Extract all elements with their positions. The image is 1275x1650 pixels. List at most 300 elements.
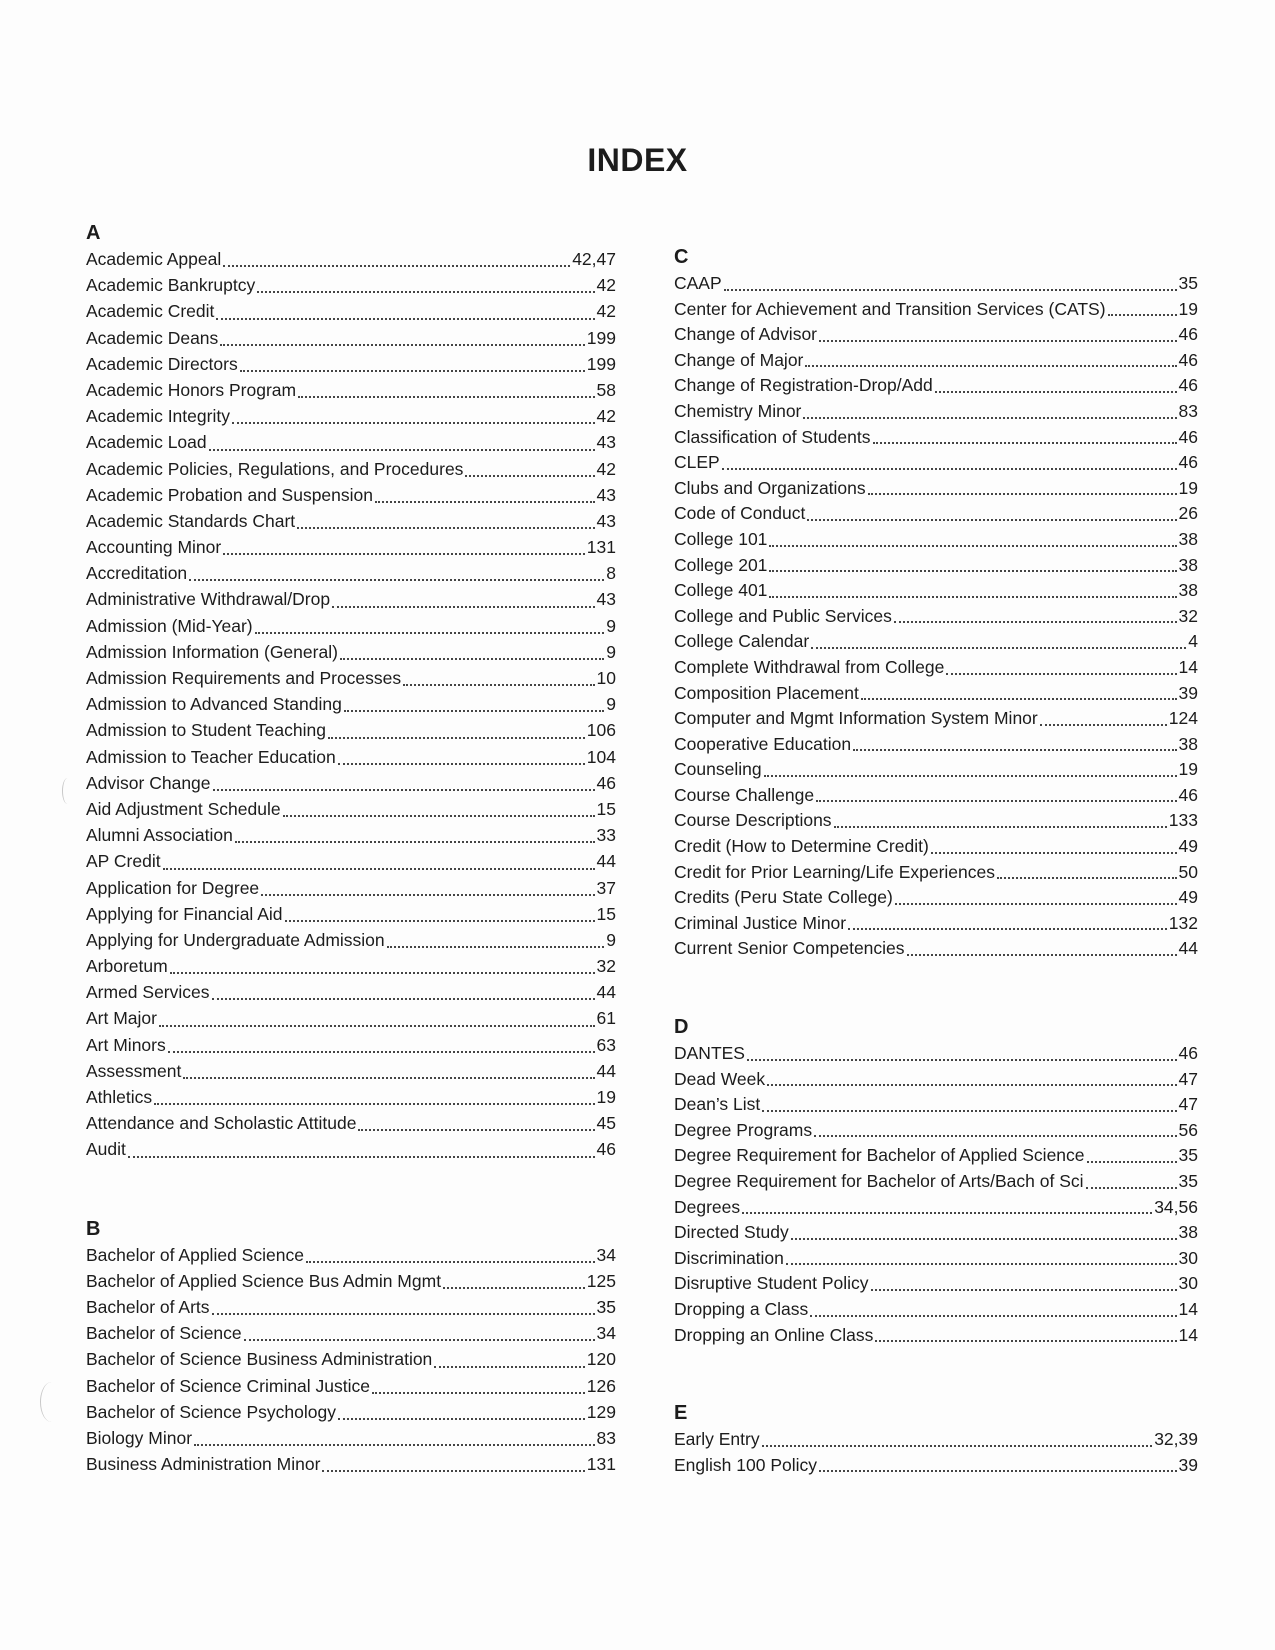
dot-leader — [235, 841, 595, 843]
index-entry-page: 44 — [596, 982, 616, 1003]
index-entry — [674, 629, 1198, 655]
index-entry-page: 39 — [1178, 1454, 1198, 1475]
index-entry-name: Bachelor of Science Psychology — [86, 1401, 336, 1422]
index-entry-name: English 100 Policy — [674, 1454, 817, 1475]
index-entry — [674, 1453, 1198, 1479]
index-entry-page: 38 — [1178, 528, 1198, 549]
index-entry — [674, 1118, 1198, 1144]
index-entry — [86, 535, 616, 561]
index-entry — [674, 655, 1198, 681]
dot-leader — [819, 340, 1177, 342]
index-entry-name: Early Entry — [674, 1429, 760, 1450]
index-entry-name: Alumni Association — [86, 825, 233, 846]
index-section-b — [86, 1216, 616, 1479]
index-entry — [674, 1143, 1198, 1169]
index-entry-name: Directed Study — [674, 1222, 789, 1243]
dot-leader — [328, 737, 585, 739]
index-entry-page: 10 — [596, 668, 616, 688]
index-entry-page: 42 — [596, 301, 616, 322]
index-entry — [86, 640, 616, 666]
index-entry — [674, 322, 1198, 348]
index-entry-name: Bachelor of Science Business Administration — [86, 1349, 433, 1370]
index-entry-name: Code of Conduct — [674, 503, 806, 524]
dot-leader — [769, 570, 1176, 572]
index-entry — [86, 823, 616, 849]
index-entry-name: Admission Information (General) — [86, 641, 338, 662]
index-entry-page: 50 — [1178, 861, 1198, 882]
index-entry-name: Disruptive Student Policy — [674, 1273, 869, 1294]
index-entry-name: Aid Adjustment Schedule — [86, 798, 281, 819]
dot-leader — [848, 928, 1167, 930]
dot-leader — [358, 1129, 594, 1131]
index-entry — [674, 1092, 1198, 1118]
index-entry-name: Classification of Students — [674, 426, 871, 447]
index-entry — [86, 1137, 616, 1163]
index-entry — [86, 1006, 616, 1032]
scan-artifact-mark — [62, 778, 73, 804]
dot-leader — [811, 647, 1186, 649]
index-entry-page: 125 — [586, 1270, 616, 1291]
index-entry — [86, 457, 616, 483]
index-entry-name: Application for Degree — [86, 877, 260, 898]
index-entry-page: 199 — [586, 327, 616, 348]
index-entry-page: 14 — [1178, 1324, 1198, 1345]
index-entry-page: 30 — [1178, 1247, 1198, 1268]
index-entry-page: 32 — [596, 956, 616, 977]
index-entry-page: 126 — [586, 1375, 616, 1396]
dot-leader — [1108, 314, 1177, 316]
index-entry-page: 35 — [596, 1296, 616, 1317]
index-entry-name: Academic Bankruptcy — [86, 275, 256, 296]
dot-leader — [183, 1077, 594, 1079]
index-section-e — [674, 1400, 1198, 1478]
index-entry-page: 32,39 — [1154, 1429, 1198, 1450]
index-entry-name: Academic Credit — [86, 301, 215, 322]
index-entry-page: 46 — [596, 1139, 616, 1160]
dot-leader — [159, 1025, 595, 1027]
index-entry — [674, 732, 1198, 758]
index-entry-page: 46 — [1178, 349, 1198, 370]
index-entry — [674, 501, 1198, 527]
index-entry-name: Change of Major — [674, 349, 804, 370]
index-entry — [86, 980, 616, 1006]
dot-leader — [338, 763, 585, 765]
dot-leader — [322, 1470, 584, 1472]
index-entry-page: 199 — [586, 353, 616, 374]
index-entry-page: 47 — [1178, 1068, 1198, 1089]
index-entry-name: Admission to Student Teaching — [86, 720, 326, 741]
index-entry-page: 9 — [606, 641, 616, 662]
index-entry-name: Advisor Change — [86, 772, 211, 793]
dot-leader — [997, 877, 1177, 879]
index-entry — [674, 271, 1198, 297]
dot-leader — [443, 1287, 585, 1289]
index-entry-name: Applying for Financial Aid — [86, 903, 283, 924]
index-entry-page: 14 — [1178, 656, 1198, 677]
dot-leader — [762, 1445, 1153, 1447]
index-entry-name: College 401 — [674, 580, 768, 601]
index-entry — [86, 849, 616, 875]
dot-leader — [769, 596, 1176, 598]
index-entry-name: College 201 — [674, 554, 768, 575]
index-entry-name: DANTES — [674, 1043, 745, 1064]
dot-leader — [810, 1315, 1176, 1317]
dot-leader — [834, 826, 1167, 828]
index-entry-page: 35 — [1178, 1145, 1198, 1166]
index-entry — [86, 247, 616, 273]
index-entry — [86, 954, 616, 980]
index-entry-name: Discrimination — [674, 1247, 784, 1268]
dot-leader — [816, 800, 1176, 802]
dot-leader — [220, 344, 585, 346]
index-entry — [86, 1033, 616, 1059]
dot-leader — [344, 710, 604, 712]
index-entry-name: Admission to Teacher Education — [86, 746, 336, 767]
dot-leader — [894, 621, 1177, 623]
dot-leader — [375, 501, 595, 503]
index-entry-name: CLEP — [674, 452, 720, 473]
index-entry-page: 58 — [596, 379, 616, 400]
index-entry-page: 83 — [1178, 400, 1198, 421]
index-entry-page: 38 — [1178, 554, 1198, 575]
dot-leader — [154, 1103, 594, 1105]
index-entry — [86, 1426, 616, 1452]
index-entry-list — [86, 1243, 616, 1479]
index-entry-name: Attendance and Scholastic Attitude — [86, 1113, 357, 1134]
index-entry-name: Academic Appeal — [86, 249, 222, 269]
index-entry-page: 14 — [1178, 1298, 1198, 1319]
index-entry-page: 44 — [596, 1060, 616, 1081]
dot-leader — [212, 998, 595, 1000]
index-entry-list — [86, 247, 616, 1164]
index-entry — [674, 681, 1198, 707]
index-entry — [86, 326, 616, 352]
index-entry-name: Course Challenge — [674, 784, 815, 805]
index-entry-name: Academic Policies, Regulations, and Procedures — [86, 458, 464, 479]
index-entry-name: Art Minors — [86, 1034, 166, 1055]
index-entry — [86, 1059, 616, 1085]
index-entry-name: Academic Load — [86, 432, 207, 453]
dot-leader — [465, 475, 594, 477]
dot-leader — [168, 1051, 595, 1053]
dot-leader — [306, 1261, 595, 1263]
dot-leader — [722, 468, 1177, 470]
index-entry — [86, 745, 616, 771]
index-entry-page: 33 — [596, 825, 616, 846]
index-entry-page: 9 — [606, 615, 616, 636]
index-entry-name: Arboretum — [86, 956, 168, 977]
index-entry-page: 15 — [596, 903, 616, 924]
index-entry-name: Athletics — [86, 1087, 153, 1107]
dot-leader — [283, 815, 595, 817]
index-entry-name: Composition Placement — [674, 682, 859, 703]
index-section-c — [674, 244, 1198, 962]
index-entry-name: Admission (Mid-Year) — [86, 615, 253, 636]
index-column-left — [86, 220, 616, 1478]
index-entry — [674, 1169, 1198, 1195]
dot-leader — [1087, 1161, 1177, 1163]
index-entry-name: Credit for Prior Learning/Life Experiences — [674, 861, 995, 882]
index-section-d — [674, 1014, 1198, 1348]
index-entry-page: 133 — [1168, 810, 1198, 831]
index-entry-name: Bachelor of Arts — [86, 1296, 210, 1317]
index-entry — [86, 1374, 616, 1400]
dot-leader — [189, 579, 604, 581]
index-entry-name: Computer and Mgmt Information System Minor — [674, 708, 1038, 729]
index-section-a — [86, 220, 616, 1164]
index-entry-name: Accreditation — [86, 563, 188, 584]
index-entry — [86, 1400, 616, 1426]
dot-leader — [807, 519, 1176, 521]
dot-leader — [372, 1392, 585, 1394]
index-entry-name: Academic Integrity — [86, 406, 230, 427]
index-entry-name: Course Descriptions — [674, 810, 832, 831]
index-entry-page: 19 — [1178, 759, 1198, 780]
index-entry-page: 34 — [596, 1244, 616, 1265]
dot-leader — [223, 265, 570, 267]
dot-leader — [871, 1289, 1177, 1291]
index-entry-page: 43 — [596, 432, 616, 453]
section-letter: B — [86, 1217, 101, 1240]
index-entry-name: Chemistry Minor — [674, 400, 802, 421]
dot-leader — [255, 632, 605, 634]
dot-leader — [853, 749, 1176, 751]
index-entry-page: 39 — [1178, 682, 1198, 703]
index-entry-name: Cooperative Education — [674, 733, 852, 754]
index-entry-page: 46 — [1178, 452, 1198, 473]
index-entry-page: 106 — [586, 720, 616, 741]
index-entry-name: Academic Standards Chart — [86, 510, 296, 531]
index-entry-name: Applying for Undergraduate Admission — [86, 929, 385, 950]
dot-leader — [232, 422, 595, 424]
dot-leader — [297, 527, 594, 529]
index-entry-page: 42 — [596, 275, 616, 296]
index-entry-name: Accounting Minor — [86, 537, 222, 558]
index-entry — [86, 509, 616, 535]
index-entry-name: Complete Withdrawal from College — [674, 656, 945, 677]
index-entry — [674, 297, 1198, 323]
index-entry — [674, 1195, 1198, 1221]
index-entry-name: Assessment — [86, 1060, 182, 1081]
dot-leader — [895, 903, 1177, 905]
index-entry-name: Change of Advisor — [674, 324, 818, 345]
index-entry — [86, 1347, 616, 1373]
index-entry-name: Current Senior Competencies — [674, 938, 905, 959]
index-entry-page: 132 — [1168, 912, 1198, 933]
index-entry-list — [674, 1041, 1198, 1348]
index-entry-name: Bachelor of Science — [86, 1323, 242, 1344]
index-entry-name: Bachelor of Applied Science — [86, 1244, 304, 1265]
scan-artifact-mark — [40, 1382, 63, 1422]
index-entry-page: 43 — [596, 589, 616, 610]
index-entry — [674, 425, 1198, 451]
index-entry-page: 61 — [596, 1008, 616, 1029]
index-entry-name: Dean’s List — [674, 1094, 761, 1115]
index-entry-page: 37 — [596, 877, 616, 898]
index-entry-page: 47 — [1178, 1094, 1198, 1115]
index-entry-name: College Calendar — [674, 631, 810, 652]
index-entry — [86, 352, 616, 378]
index-entry-name: Business Administration Minor — [86, 1454, 321, 1475]
index-entry — [86, 797, 616, 823]
index-entry-page: 34 — [596, 1323, 616, 1344]
index-entry-page: 45 — [596, 1113, 616, 1134]
section-letter: E — [674, 1402, 688, 1425]
index-entry-name: College 101 — [674, 528, 768, 549]
index-entry-page: 43 — [596, 484, 616, 505]
index-column-right — [674, 244, 1198, 1478]
index-entry-name: Counseling — [674, 759, 762, 780]
index-entry — [86, 561, 616, 587]
index-entry — [86, 1085, 616, 1111]
index-entry-page: 46 — [1178, 426, 1198, 447]
index-entry-name: Center for Achievement and Transition Services (CATS) — [674, 298, 1106, 319]
index-entry — [674, 373, 1198, 399]
index-entry — [674, 936, 1198, 962]
index-entry-page: 44 — [1178, 938, 1198, 959]
dot-leader — [724, 289, 1177, 291]
dot-leader — [803, 417, 1176, 419]
index-entry-name: Admission Requirements and Processes — [86, 668, 402, 688]
dot-leader — [786, 1263, 1177, 1265]
index-entry — [674, 476, 1198, 502]
index-entry-page: 38 — [1178, 733, 1198, 754]
index-entry-page: 129 — [586, 1401, 616, 1422]
index-entry-page: 46 — [596, 772, 616, 793]
dot-leader — [298, 396, 594, 398]
index-entry — [674, 604, 1198, 630]
index-entry — [674, 1067, 1198, 1093]
index-entry-name: Criminal Justice Minor — [674, 912, 847, 933]
index-entry — [674, 1427, 1198, 1453]
index-entry-page: 49 — [1178, 836, 1198, 857]
index-entry-page: 49 — [1178, 887, 1198, 908]
dot-leader — [814, 1135, 1176, 1137]
index-entry-page: 9 — [606, 929, 616, 950]
index-entry — [86, 771, 616, 797]
dot-leader — [819, 1470, 1177, 1472]
dot-leader — [244, 1339, 595, 1341]
index-entry — [86, 1269, 616, 1295]
index-entry-page: 32 — [1178, 605, 1198, 626]
index-entry-name: Credits (Peru State College) — [674, 887, 893, 908]
index-entry-page: 42 — [596, 458, 616, 479]
dot-leader — [791, 1238, 1177, 1240]
index-entry-name: Dropping a Class — [674, 1298, 809, 1319]
index-entry-page: 9 — [606, 694, 616, 715]
index-entry-page: 30 — [1178, 1273, 1198, 1294]
dot-leader — [805, 365, 1176, 367]
dot-leader — [873, 442, 1177, 444]
index-entry-page: 35 — [1178, 273, 1198, 293]
index-entry — [86, 587, 616, 613]
index-entry-name: Change of Registration-Drop/Add — [674, 375, 933, 396]
index-entry-page: 34,56 — [1154, 1196, 1198, 1217]
index-entry — [86, 718, 616, 744]
section-letter: D — [674, 1016, 689, 1039]
index-entry — [86, 902, 616, 928]
index-entry-name: Bachelor of Science Criminal Justice — [86, 1375, 371, 1396]
index-entry — [674, 757, 1198, 783]
dot-leader — [1040, 724, 1167, 726]
dot-leader — [434, 1366, 585, 1368]
index-entry — [674, 706, 1198, 732]
dot-leader — [387, 946, 605, 948]
index-entry-name: Clubs and Organizations — [674, 477, 866, 498]
index-entry-page: 19 — [596, 1087, 616, 1107]
index-entry-name: Dropping an Online Class — [674, 1324, 874, 1345]
index-entry-name: Degree Requirement for Bachelor of Arts/Bach of Sci — [674, 1171, 1084, 1191]
index-entry-page: 15 — [596, 798, 616, 819]
index-entry — [86, 1111, 616, 1137]
dot-leader — [747, 1059, 1177, 1061]
index-entry-page: 8 — [606, 563, 616, 584]
index-entry-page: 63 — [596, 1034, 616, 1055]
index-entry-name: Dead Week — [674, 1068, 766, 1089]
dot-leader — [946, 673, 1176, 675]
section-letter: C — [674, 246, 689, 268]
index-entry-page: 46 — [1178, 784, 1198, 805]
index-entry-page: 44 — [596, 851, 616, 872]
index-entry — [674, 1297, 1198, 1323]
index-entry — [86, 299, 616, 325]
index-entry-name: Administrative Withdrawal/Drop — [86, 589, 331, 610]
index-entry — [86, 614, 616, 640]
page-title: INDEX — [587, 142, 688, 178]
dot-leader — [769, 545, 1176, 547]
index-entry — [86, 692, 616, 718]
index-entry-page: 19 — [1178, 298, 1198, 319]
dot-leader — [861, 698, 1177, 700]
dot-leader — [338, 1418, 585, 1420]
section-letter: A — [86, 222, 101, 244]
dot-leader — [332, 606, 594, 608]
index-entry-name: Audit — [86, 1139, 126, 1160]
index-entry — [86, 483, 616, 509]
dot-leader — [931, 852, 1177, 854]
index-entry-name: Credit (How to Determine Credit) — [674, 836, 929, 857]
dot-leader — [767, 1084, 1176, 1086]
index-entry — [86, 928, 616, 954]
index-entry — [674, 885, 1198, 911]
dot-leader — [907, 954, 1177, 956]
index-entry-page: 19 — [1178, 477, 1198, 498]
index-entry — [86, 404, 616, 430]
index-entry — [86, 430, 616, 456]
index-entry — [674, 1220, 1198, 1246]
index-entry-name: Academic Probation and Suspension — [86, 484, 373, 505]
index-entry-page: 42,47 — [572, 249, 616, 269]
index-entry-page: 42 — [596, 406, 616, 427]
dot-leader — [1086, 1187, 1177, 1189]
index-entry — [674, 834, 1198, 860]
index-entry-name: AP Credit — [86, 851, 161, 872]
index-entry-name: Admission to Advanced Standing — [86, 694, 342, 715]
index-entry-page: 120 — [586, 1349, 616, 1370]
index-entry-name: Academic Deans — [86, 327, 219, 348]
index-entry — [674, 860, 1198, 886]
index-entry-page: 46 — [1178, 324, 1198, 345]
dot-leader — [935, 391, 1177, 393]
index-entry-name: Degree Programs — [674, 1119, 813, 1140]
index-entry-page: 4 — [1188, 631, 1198, 652]
dot-leader — [762, 1110, 1176, 1112]
index-entry — [674, 1246, 1198, 1272]
index-entry — [674, 450, 1198, 476]
index-entry — [674, 1041, 1198, 1067]
dot-leader — [212, 1313, 595, 1315]
index-entry — [674, 399, 1198, 425]
